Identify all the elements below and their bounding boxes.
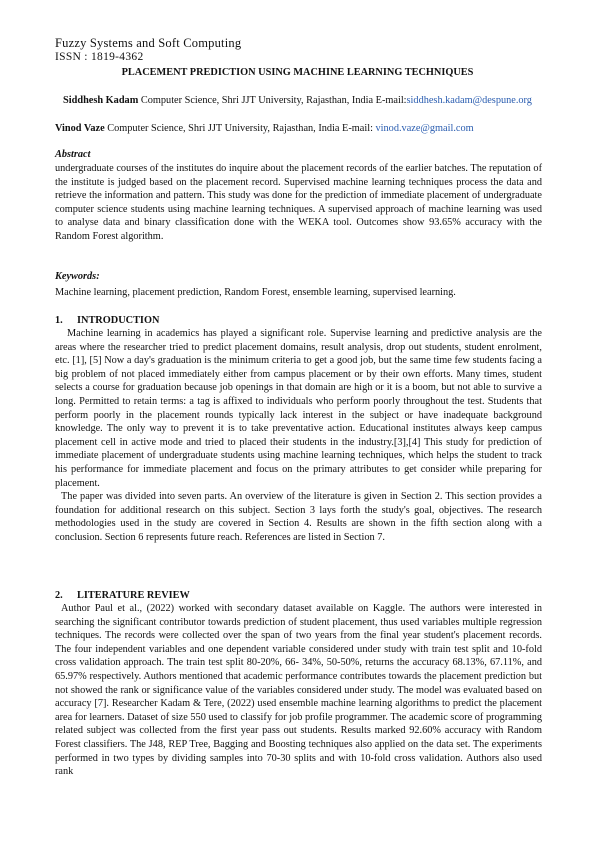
author-block-2 xyxy=(55,122,545,136)
keywords-text: Machine learning, placement prediction, Random Forest, ensemble learning, supervised learning. xyxy=(55,287,456,298)
author-affiliation-2: Computer Science, Shri JJT University, Rajasthan, India E-mail: xyxy=(104,123,376,134)
introduction-title: INTRODUCTION xyxy=(77,315,160,326)
literature-number: 2. xyxy=(55,590,63,601)
paper-title: PLACEMENT PREDICTION USING MACHINE LEARNING TECHNIQUES xyxy=(121,67,474,78)
introduction-heading xyxy=(55,314,159,328)
literature-title: LITERATURE REVIEW xyxy=(77,590,190,601)
abstract-label: Abstract xyxy=(55,149,91,160)
author-email-2[interactable]: vinod.vaze@gmail.com xyxy=(375,123,474,134)
introduction-paragraph-2: The paper was divided into seven parts. An overview of the literature is given in Section 2. This section provides a foundation for additional research on this subject. Section 3 lays forth the study's goal, objectives. The research methodologies used in the study are covered in Section 4. Results are shown in the fifth section along with a conclusion. Section 6 represents future reach. References are listed in Section 7. xyxy=(55,491,542,543)
abstract-text: undergraduate courses of the institutes do inquire about the placement records of the earlier batches. The reputation of the institute is judged based on the placement record. Supervised machine learning techniques process the data and retrieve the information and pattern. This study was done for the prediction of immediate placement of undergraduate computer science students using machine learning techniques. A supervised approach of machine learning was used to analyse data and binary classification done with the WEKA tool. Outcomes show 93.65% accuracy with the Random Forest algorithm. xyxy=(55,163,542,242)
literature-body xyxy=(55,602,542,779)
introduction-number: 1. xyxy=(55,315,63,326)
author-name-2: Vinod Vaze xyxy=(55,123,105,134)
author-email-1[interactable]: siddhesh.kadam@despune.org xyxy=(406,95,532,106)
author-block-1 xyxy=(55,94,540,108)
keywords-label: Keywords: xyxy=(55,271,100,282)
literature-heading xyxy=(55,589,190,603)
literature-paragraph-1: Author Paul et al., (2022) worked with secondary dataset available on Kaggle. The authors were interested in searching the significant contributor towards prediction of student placement, thus used variables multiple regression techniques. The records were collected over the span of two years from the final year student's placement records. The four independent variables and one dependent variable considered under study with train test split and 10-fold cross validation approach. The train test split 80-20%, 66- 34%, 50-50%, returns the accuracy 68.13%, 67.11%, and 65.97% respectively. Authors mentioned that academic performance contributes towards the placement prediction but not showed the rank or significance value of the variables considered under study. The model was evaluated based on accuracy [7]. Researcher Kadam & Tere, (2022) used ensemble machine learning algorithms to predict the placement area for learners. Dataset of size 550 used to classify for job profile programmer. The academic score of programming related subject was collected from the first year pass out students. Results marked 92.60% accuracy with Random Forest classifiers. The J48, REP Tree, Bagging and Boosting techniques also applied on the data set. The experiments performed in two types by dividing samples into 70-30 splits and with 10-fold cross validation. Authors also used rank xyxy=(55,603,542,778)
introduction-body xyxy=(55,327,542,545)
author-name-1: Siddhesh Kadam xyxy=(63,95,139,106)
author-affiliation-1: Computer Science, Shri JJT University, Rajasthan, India E-mail: xyxy=(138,95,407,106)
issn-number: ISSN : 1819-4362 xyxy=(55,51,144,63)
journal-name: Fuzzy Systems and Soft Computing xyxy=(55,36,242,50)
introduction-paragraph-1: Machine learning in academics has played a significant role. Supervise learning and predictive analysis are the areas where the researcher tried to predict placement domains, result analysis, drop out students, student enrolment, etc. [1], [5] Now a day's graduation is the minimum criteria to get a good job, but the same time few students facing a big problem of not placed immediately either from campus placement or by their own efforts. Many times, student selects a course for graduation because job openings in that domain are high or it is a boom, but not able to survive a long. Permitted to retain terms: a tag is affixed to individuals who perform poorly throughout the test. Students that perform poorly in the placement rounds typically lack interest in the subject or have inadequate background knowledge. The only way to prevent it is to take preventative action. Educational institutes always keep campus placement cell in active mode and tried to placed their students in the industry.[3],[4] This study for prediction of immediate placement of undergraduate students using machine learning techniques, which helps the student to track his performance for immediate placement and focus on the primary attributes to get consider while preparing for placement. xyxy=(55,328,542,489)
